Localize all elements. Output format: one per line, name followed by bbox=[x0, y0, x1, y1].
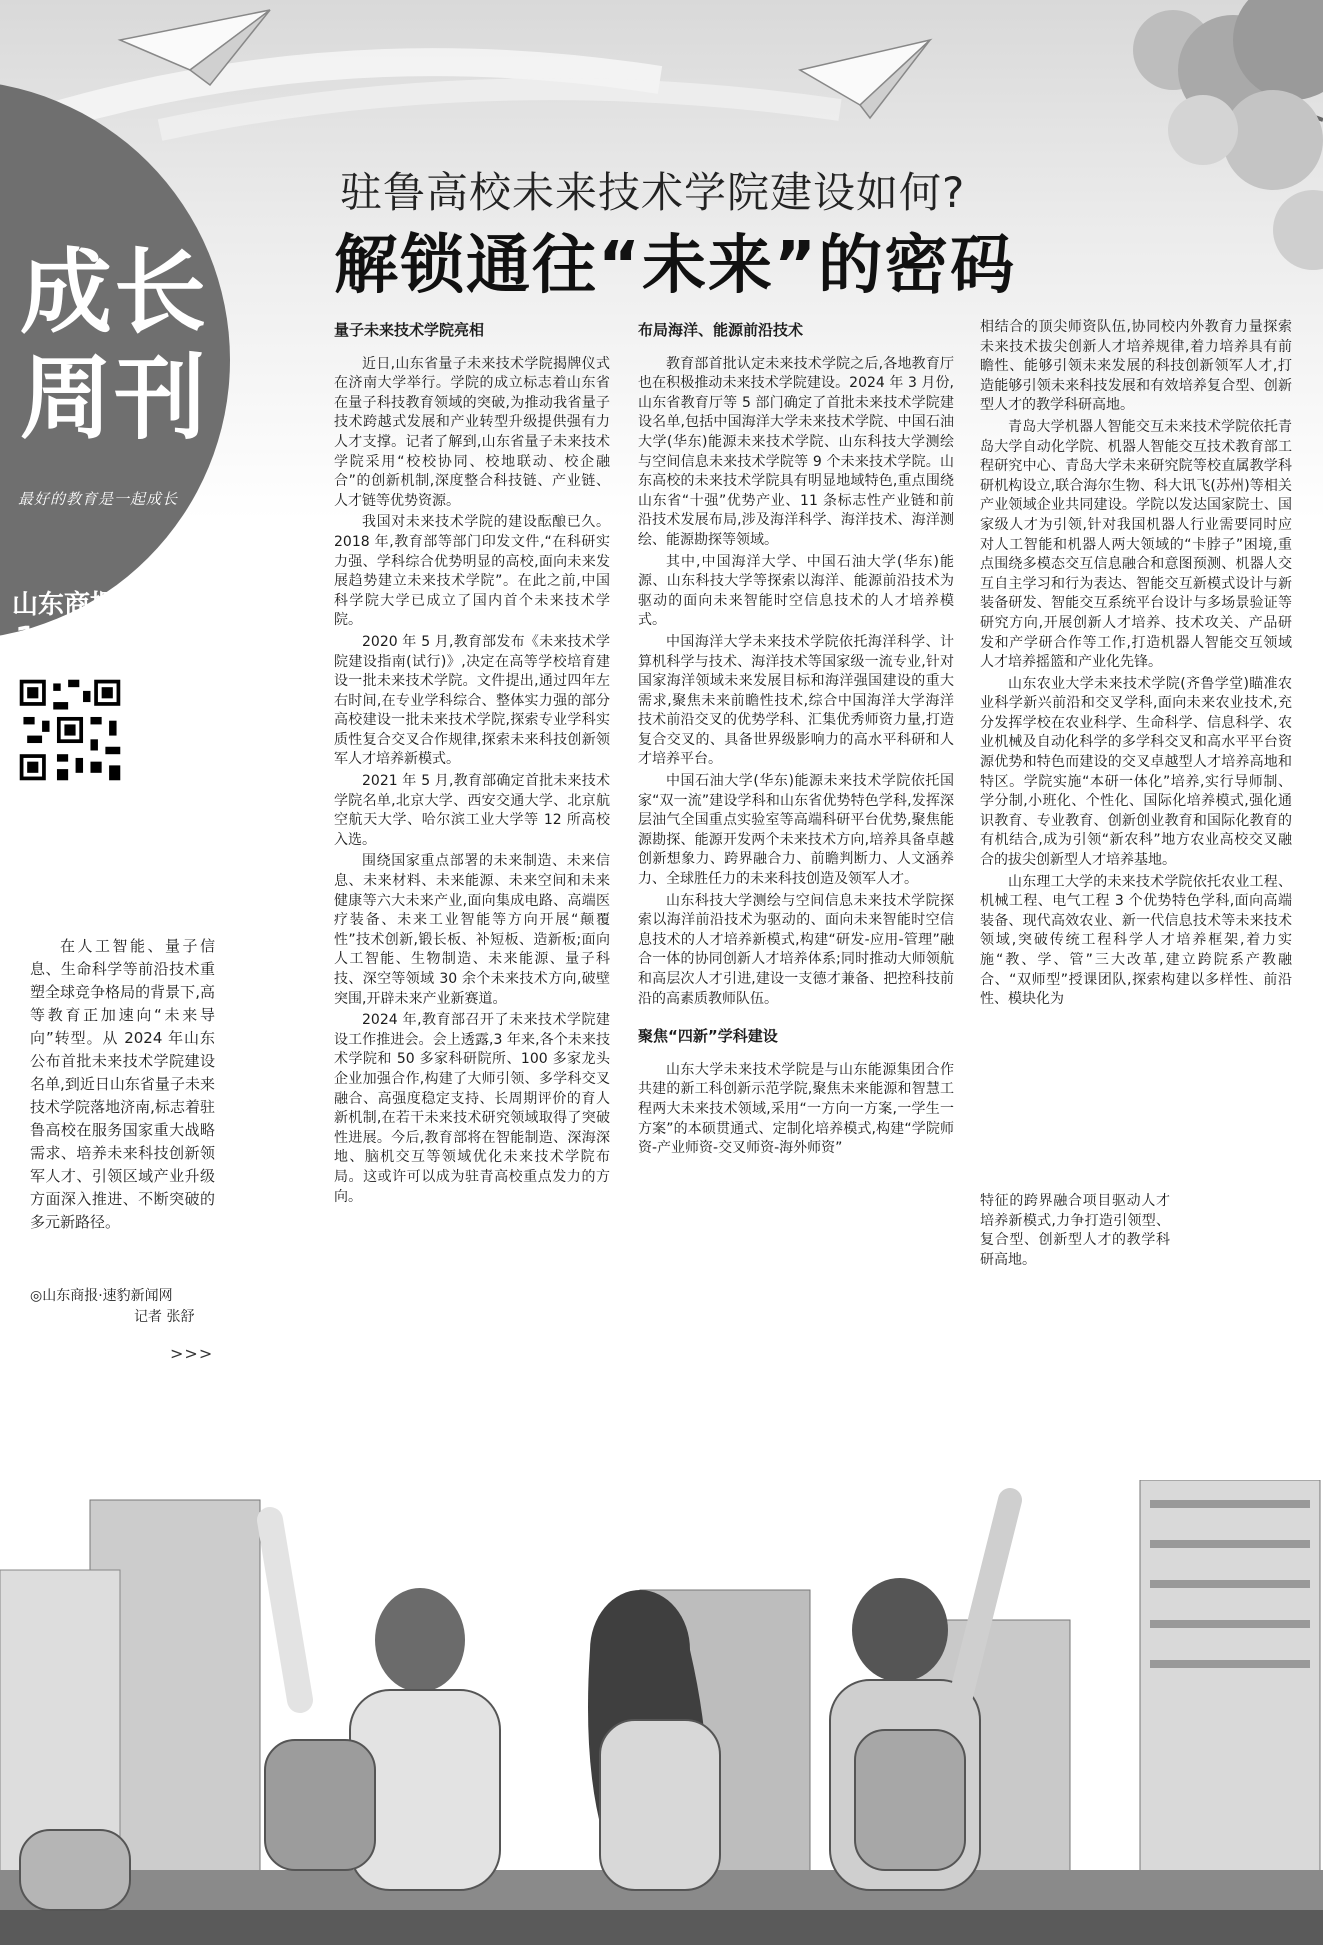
paper-name: 山东商报 bbox=[12, 590, 117, 620]
article-intro: 在人工智能、量子信息、生命科学等前沿技术重塑全球竞争格局的背景下,高等教育正加速向“未来导向”转型。从 2024 年山东公布首批未来技术学院建设名单,到近日山东省量子未来技术学院落地济南,标志着驻鲁高校在服务国家重大战略需求、培养未来科技创新领军人才、引领区域产业升级方面深入推进、不断突破的多元新路径。 bbox=[30, 937, 215, 1231]
paper-planes-illustration bbox=[40, 0, 1040, 180]
paragraph: 2024 年,教育部召开了未来技术学院建设工作推进会。会上透露,3 年来,各个未来技术学院和 50 多家科研院所、100 多家龙头企业加强合作,构建了大师引领、多学科交叉融合、高强度稳定支持、长周期评价的育人新机制,在若干未来技术研究领域取得了突破性进展。今后,教育部将在智能制造、深海深地、脑机交互等领域优化未来技术学院布局。这或许可以成为驻青高校重点发力的方向。 bbox=[334, 1012, 610, 1205]
paragraph: 山东科技大学测绘与空间信息未来技术学院探索以海洋前沿技术为驱动的、面向未来智能时空信息技术的人才培养新模式,构建“研发-应用-管理”融合一体的协同创新人才培养体系;同时推动大师领航和高层次人才引进,建设一支德才兼备、把控科技前沿的高素质教师队伍。 bbox=[638, 892, 954, 1007]
continue-arrows: >>> bbox=[170, 1344, 214, 1363]
paragraph: 其中,中国海洋大学、中国石油大学(华东)能源、山东科技大学等探索以海洋、能源前沿技术为驱动的面向未来智能时空信息技术的人才培养模式。 bbox=[638, 553, 954, 629]
masthead-title bbox=[20, 240, 210, 452]
article-kicker: 驻鲁高校未来技术学院建设如何? bbox=[340, 168, 966, 217]
article-column-3 bbox=[980, 318, 1292, 1012]
qr-code-icon[interactable] bbox=[12, 672, 128, 788]
article-headline: 解锁通往“未来”的密码 bbox=[334, 229, 1017, 303]
paragraph: 青岛大学机器人智能交互未来技术学院依托青岛大学自动化学院、机器人智能交互技术教育部工程研究中心、青岛大学未来研究院等校直属教学科研机构设立,联合海尔生物、科大讯飞(苏州)等相关产业领域企业共同建设。学院以发达国家院士、国家级人才为引领,针对我国机器人行业需要同时应对人工智能和机器人两大领域的“卡脖子”困境,重点围绕多模态交互信息融合和意图预测、机器人交互自主学习和行为表达、智能交互新模式设计与新装备研发、智能交互系统平台设计与多场景验证等研究方向,开展创新人才培养、技术攻关、产品研发和产学研合作等工作,打造机器人智能交互领域人才培养摇篮和产业化先锋。 bbox=[980, 418, 1292, 671]
section-heading-four-new: 聚焦“四新”学科建设 bbox=[638, 1027, 778, 1046]
article-column-3-tail: 特征的跨界融合项目驱动人才培养新模式,力争打造引领型、复合型、创新型人才的教学科研高地。 bbox=[980, 1193, 1170, 1268]
tree-illustration bbox=[1023, 0, 1323, 340]
paragraph: 近日,山东省量子未来技术学院揭牌仪式在济南大学举行。学院的成立标志着山东省在量子科技教育领域的突破,为推动我省量子技术跨越式发展和产业转型升级提供强有力人才支撑。记者了解到,山东省量子未来技术学院采用“校校协同、校地联动、校企融合”的创新机制,深度整合科技链、产业链、人才链等优势资源。 bbox=[334, 355, 610, 509]
paragraph: 中国石油大学(华东)能源未来技术学院依托国家“双一流”建设学科和山东省优势特色学科,发挥深层油气全国重点实验室等高端科研平台优势,聚焦能源勘探、能源开发两个未来技术方向,培养具备卓越创新想象力、跨界融合力、前瞻判断力、人文涵养力、全球胜任力的未来科技创造及领军人才。 bbox=[638, 773, 954, 888]
issue-date: 2025.5.1 bbox=[12, 797, 70, 812]
paragraph: 山东大学未来技术学院是与山东能源集团合作共建的新工科创新示范学院,聚焦未来能源和智慧工程两大未来技术领域,采用“一方向一方案,一学生一方案”的本硕贯通式、定制化培养模式,构建“学院师资-产业师资-交叉师资-海外师资” bbox=[638, 1061, 954, 1157]
masthead-title-line2: 周刊 bbox=[20, 345, 209, 452]
paragraph: 围绕国家重点部署的未来制造、未来信息、未来材料、未来能源、未来空间和未来健康等六大未来产业,面向集成电路、高端医疗装备、未来工业智能等方向开展“颠覆性”技术创新,锻长板、补短板、造新板;面向人工智能、生物制造、未来能源、量子科技、深空等领域 30 余个未来技术方向,破壁突围,开辟未来产业新赛道。 bbox=[334, 853, 610, 1007]
credit-reporter: 记者 张舒 bbox=[134, 1309, 195, 1325]
page-number: 11 bbox=[14, 619, 65, 665]
issue-designer: 设计 / 王李君 bbox=[12, 851, 90, 866]
paragraph: 2020 年 5 月,教育部发布《未来技术学院建设指南(试行)》,决定在高等学校培育建设一批未来技术学院。文件提出,通过四年左右时间,在专业学科综合、整体实力强的部分高校建设一批未来技术学院,探索专业学科实质性复合交叉合作规律,探索未来科技创新领军人才培养新模式。 bbox=[334, 633, 610, 768]
section-heading-quantum: 量子未来技术学院亮相 bbox=[334, 321, 485, 339]
paragraph: 我国对未来技术学院的建设酝酿已久。2018 年,教育部等部门印发文件,“在科研实力强、学科综合优势明显的高校,面向未来发展趋势建立未来技术学院”。在此之前,中国科学院大学已成立了国内首个未来技术学院。 bbox=[334, 514, 610, 629]
paragraph: 教育部首批认定未来技术学院之后,各地教育厅也在积极推动未来技术学院建设。2024 年 3 月份,山东省教育厅等 5 部门确定了首批未来技术学院建设名单,包括中国海洋大学未来技术学院、中国石油大学(华东)能源未来技术学院、山东科技大学测绘与空间信息未来技术学院等 9 个未来技术学院。山东高校的未来技术学院具有明显地域特色,重点围绕山东省“十强”优势产业、11 条标志性产业链和前沿技术发展布局,涉及海洋科学、海洋技术、海洋测绘、能源勘探等领域。 bbox=[638, 355, 954, 548]
paragraph: 相结合的顶尖师资队伍,协同校内外教育力量探索未来技术拔尖创新人才培养规律,着力培养具有前瞻性、能够引领未来发展的科技创新领军人才,打造能够引领未来科技发展和有效培养复合型、创新型人才的教学科研高地。 bbox=[980, 319, 1292, 414]
masthead-slogan: 最好的教育是一起成长 bbox=[18, 490, 179, 508]
article-column-1 bbox=[334, 315, 610, 1209]
article-column-2 bbox=[638, 315, 954, 1161]
credit-source: ◎山东商报·速豹新闻网 bbox=[30, 1288, 173, 1304]
masthead-title-line1: 成长 bbox=[20, 239, 209, 346]
paragraph: 山东农业大学未来技术学院(齐鲁学堂)瞄准农业科学新兴前沿和交叉学科,面向未来农业技术,充分发挥学校在农业科学、生命科学、信息科学、农业机械及自动化科学的多学科交叉和高水平平台资源优势和特色而建设的交叉卓越型人才培养高地和特区。学院实施“本研一体化”培养,实行导师制、学分制,小班化、个性化、国际化培养模式,强化通识教育、专业教育、创新创业教育和国际化教育的有机结合,成为引领“新农科”地方农业高校交叉融合的拔尖创新型人才培养基地。 bbox=[980, 675, 1292, 869]
section-heading-ocean-energy: 布局海洋、能源前沿技术 bbox=[638, 321, 804, 339]
students-buildings-illustration bbox=[0, 1480, 1323, 1945]
paragraph: 山东理工大学的未来技术学院依托农业工程、机械工程、电气工程 3 个优势特色学科,面向高端装备、现代高效农业、新一代信息技术等未来技术领域,突破传统工程科学人才培养框架,着力实施“教、学、管”三大改革,建立跨院系产教融合、“双师型”授课团队,探索构建以多样性、前沿性、模块化为 bbox=[980, 873, 1292, 1008]
paragraph: 2021 年 5 月,教育部确定首批未来技术学院名单,北京大学、西安交通大学、北京航空航天大学、哈尔滨工业大学等 12 所高校入选。 bbox=[334, 773, 610, 848]
issue-editor: 责编 / 赵天羿 bbox=[12, 833, 90, 848]
issue-weekday: 星期四 bbox=[12, 815, 52, 830]
paragraph: 中国海洋大学未来技术学院依托海洋科学、计算机科学与技术、海洋技术等国家级一流专业,针对国家海洋领域未来发展目标和海洋强国建设的重大需求,聚焦未来前瞻性技术,综合中国海洋大学海洋技术前沿交叉的优势学科、汇集优秀师资力量,打造复合交叉的、具备世界级影响力的高水平科研和人才培养平台。 bbox=[638, 633, 954, 768]
issue-meta bbox=[12, 796, 90, 868]
